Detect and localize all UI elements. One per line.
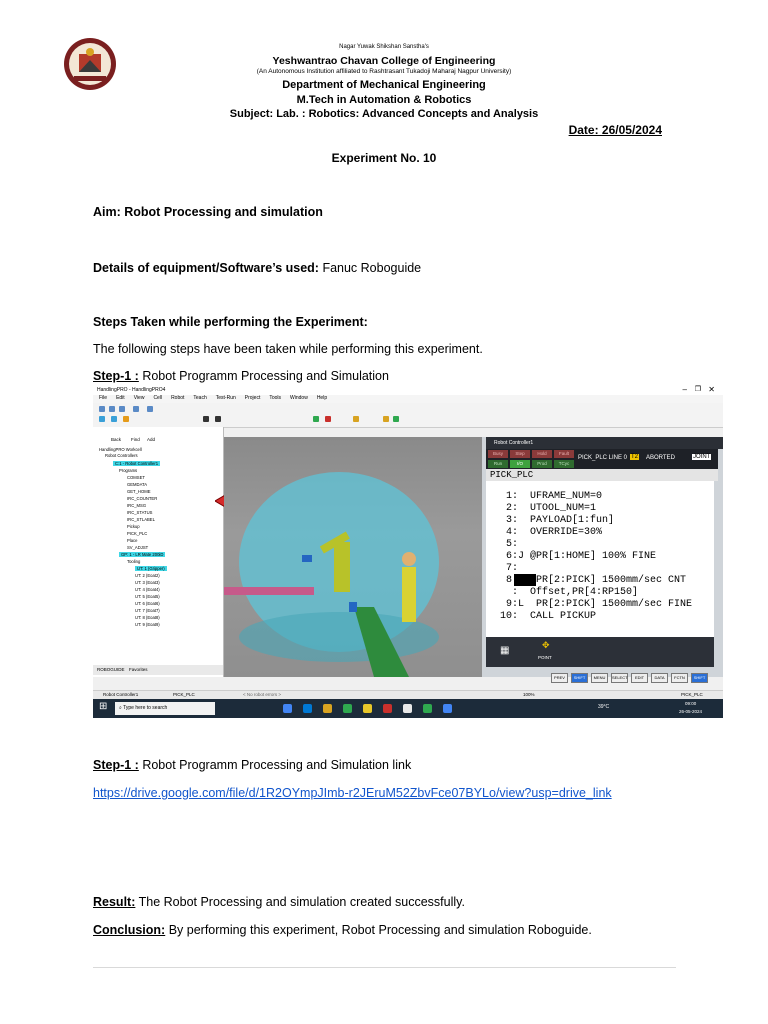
- tree-item[interactable]: COMSET: [127, 475, 145, 480]
- conclusion-line: [93, 923, 592, 937]
- status-run: Run: [488, 460, 508, 468]
- tp-program-name: PICK_PLC: [486, 469, 718, 481]
- menu-robot[interactable]: Robot: [171, 395, 185, 401]
- toolbar-icon[interactable]: [119, 406, 125, 412]
- status-program: PICK_PLC: [173, 692, 195, 697]
- status-prod: Prod: [532, 460, 552, 468]
- app-icon[interactable]: [403, 704, 412, 713]
- roboguide-screenshot: [93, 385, 723, 718]
- toolbar-icon[interactable]: [109, 406, 115, 412]
- minimize-icon[interactable]: –: [682, 385, 687, 394]
- clock-time: 09:00: [685, 701, 697, 706]
- society-name: Nagar Yuwak Shikshan Sanstha's: [339, 44, 429, 50]
- tp-program-screen: [486, 469, 714, 637]
- toolbar-icon[interactable]: [99, 406, 105, 412]
- tree-item[interactable]: Pickup: [127, 524, 140, 529]
- toolbar-icon[interactable]: [99, 416, 105, 422]
- menu-edit[interactable]: Edit: [116, 395, 125, 401]
- result-label: Result:: [93, 895, 136, 909]
- steps-intro: The following steps have been taken while performing this experiment.: [93, 342, 483, 356]
- find-button[interactable]: Find: [131, 437, 140, 442]
- restore-icon[interactable]: ❐: [694, 386, 701, 393]
- tp-title: Robot Controller1: [486, 437, 723, 449]
- app-icon[interactable]: [383, 704, 392, 713]
- teach-pendant: [482, 437, 723, 677]
- college-name: Yeshwantrao Chavan College of Engineering: [272, 55, 496, 67]
- menu-cell[interactable]: Cell: [153, 395, 163, 401]
- step1b-line: [93, 758, 411, 772]
- video-link[interactable]: https://drive.google.com/file/d/1R2OYmpJImb-r2JEruM52ZbvFce07BYLo/view?usp=drive_link: [93, 786, 612, 800]
- tree-item[interactable]: Robot Controllers: [105, 453, 138, 458]
- footer-divider: [93, 967, 676, 968]
- step1b-label: Step-1 :: [93, 758, 139, 772]
- tree-item[interactable]: IRC_MSG: [127, 503, 147, 508]
- window-titlebar: [93, 385, 723, 395]
- tree-item[interactable]: IRC_COUNTER: [127, 496, 158, 501]
- tp-line[interactable]: 10: CALL PICKUP: [494, 611, 597, 622]
- tree-item[interactable]: UT: 3 (Eoat3): [135, 580, 160, 585]
- tree-item[interactable]: UT: 4 (Eoat4): [135, 587, 160, 592]
- status-tcyc: TCyc: [554, 460, 574, 468]
- windows-start-icon[interactable]: ⊞: [99, 701, 108, 712]
- nav-bar: [99, 430, 189, 444]
- tree-item[interactable]: Programs: [119, 468, 138, 473]
- tp-line-header: PICK_PLC LINE 0: [578, 455, 628, 461]
- experiment-number: Experiment No. 10: [331, 151, 437, 165]
- video-link-line: [93, 786, 612, 800]
- chrome-icon[interactable]: [283, 704, 292, 713]
- tree-item-tool[interactable]: UT: 1 (Gripper): [137, 566, 165, 571]
- tree-item[interactable]: UT: 8 (Eoat8): [135, 615, 160, 620]
- equipment-label: Details of equipment/Software’s used:: [93, 261, 319, 275]
- simulation-viewport[interactable]: [224, 437, 484, 677]
- tree-item[interactable]: Place: [127, 538, 138, 543]
- folder-icon[interactable]: [323, 704, 332, 713]
- tp-line[interactable]: 9:L PR[2:PICK] 1500mm/sec FINE: [494, 599, 693, 610]
- status-step: Step: [510, 450, 530, 458]
- tp-state: ABORTED: [646, 455, 675, 461]
- chrome-icon[interactable]: [443, 704, 452, 713]
- tp-line[interactable]: 3: PAYLOAD[1:fun]: [494, 515, 615, 526]
- tp-line[interactable]: 4: OVERRIDE=30%: [494, 527, 603, 538]
- conclusion-label: Conclusion:: [93, 923, 166, 937]
- key-shift[interactable]: SHIFT: [571, 673, 588, 683]
- tp-line[interactable]: 2: UTOOL_NUM=1: [494, 503, 597, 514]
- status-controller: Robot Controller1: [103, 692, 139, 697]
- grid-icon[interactable]: ▦: [500, 645, 510, 656]
- toolbar-icon[interactable]: [325, 416, 331, 422]
- window-title: HandlingPRO - HandlingPRO4: [97, 387, 166, 393]
- key-prev[interactable]: PREV: [551, 673, 568, 683]
- tp-jog: JOINT: [693, 454, 711, 460]
- toolbar-icon[interactable]: [111, 416, 117, 422]
- tp-line[interactable]: : Offset,PR[4:RP150]: [494, 587, 639, 598]
- menu-project[interactable]: Project: [244, 395, 261, 401]
- menu-view[interactable]: View: [133, 395, 145, 401]
- tree-item[interactable]: GEMDATA: [127, 482, 148, 487]
- tab-favorites[interactable]: Favorites: [129, 667, 148, 672]
- tp-line[interactable]: 1: UFRAME_NUM=0: [494, 491, 603, 502]
- status-zoom: 100%: [523, 692, 535, 697]
- menu-file[interactable]: File: [99, 395, 108, 401]
- whatsapp-icon[interactable]: [423, 704, 432, 713]
- menubar: [93, 395, 723, 403]
- date: Date: 26/05/2024: [568, 123, 662, 137]
- toolbar-icon[interactable]: [133, 406, 139, 412]
- tree-item[interactable]: PICK_PLC: [127, 531, 148, 536]
- equipment-value: Fanuc Roboguide: [318, 261, 422, 275]
- tp-line[interactable]: 7:: [494, 563, 519, 574]
- tree-item[interactable]: UT: 9 (Eoat9): [135, 622, 160, 627]
- tree-item[interactable]: UT: 5 (Eoat5): [135, 594, 160, 599]
- status-right: PICK_PLC: [681, 692, 703, 697]
- tree-item[interactable]: UT: 7 (Eoat7): [135, 608, 160, 613]
- tree-item[interactable]: HandlingPRO Workcell: [99, 447, 142, 452]
- toolbar-icon[interactable]: [383, 416, 389, 422]
- key-fctn[interactable]: FCTN: [671, 673, 688, 683]
- step1-text: Robot Programm Processing and Simulation: [138, 369, 389, 383]
- tree-item[interactable]: UT: 6 (Eoat6): [135, 601, 160, 606]
- add-button[interactable]: Add: [147, 437, 156, 442]
- toolbar-icon[interactable]: [393, 416, 399, 422]
- key-menu[interactable]: MENU: [591, 673, 608, 683]
- tp-line[interactable]: 6:J @PR[1:HOME] 100% FINE: [494, 551, 657, 562]
- steps-heading: Steps Taken while performing the Experiment:: [93, 315, 368, 329]
- toolbar: [93, 403, 723, 428]
- menu-test-run[interactable]: Test-Run: [215, 395, 236, 401]
- roboguide-taskbar-icon[interactable]: [363, 704, 372, 713]
- app-icon[interactable]: [343, 704, 352, 713]
- robot-cell-scene: [224, 437, 484, 677]
- subject: Subject: Lab. : Robotics: Advanced Concepts and Analysis: [229, 108, 539, 120]
- edge-icon[interactable]: [303, 704, 312, 713]
- search-icon: ⌕: [119, 705, 122, 711]
- close-icon[interactable]: ✕: [708, 385, 715, 394]
- step1-line: [93, 369, 389, 383]
- conclusion-text: By performing this experiment, Robot Processing and simulation Roboguide.: [165, 923, 592, 937]
- tree-item-selected[interactable]: C:1 - Robot Controller1: [115, 461, 159, 466]
- key-data[interactable]: DATA: [651, 673, 668, 683]
- tree-item[interactable]: GET_HOME: [127, 489, 151, 494]
- weather-temp: 39°C: [598, 704, 610, 710]
- function-keys: [543, 673, 723, 683]
- toolbar-icon[interactable]: [353, 416, 359, 422]
- department: Department of Mechanical Engineering: [282, 79, 486, 91]
- tree-item[interactable]: Tooling: [127, 559, 141, 564]
- pane-tabs: [93, 665, 223, 675]
- tree-item[interactable]: SV_ADJST: [127, 545, 149, 550]
- toolbar-icon[interactable]: [313, 416, 319, 422]
- status-io: I/O: [510, 460, 530, 468]
- status-errors: < No robot errors >: [243, 692, 282, 697]
- tree-item[interactable]: IRC_STATUS: [127, 510, 153, 515]
- program: M.Tech in Automation & Robotics: [296, 94, 472, 106]
- result-text: The Robot Processing and simulation created successfully.: [135, 895, 465, 909]
- tree-item[interactable]: IRC_STLABEL: [127, 517, 155, 522]
- key-edit[interactable]: EDIT: [631, 673, 648, 683]
- tp-softkey-bar: [486, 637, 714, 667]
- play-icon[interactable]: [203, 416, 209, 422]
- step1b-text: Robot Programm Processing and Simulation link: [138, 758, 412, 772]
- back-button[interactable]: Back: [111, 437, 122, 442]
- status-busy: Busy: [488, 450, 508, 458]
- taskbar-search[interactable]: [115, 702, 215, 715]
- point-button[interactable]: POINT: [538, 655, 552, 660]
- affiliation: (An Autonomous Institution affiliated to Rashtrasant Tukadoji Maharaj Nagpur University): [256, 68, 512, 75]
- cell-browser: [93, 427, 224, 677]
- result-line: [93, 895, 465, 909]
- stop-icon[interactable]: [215, 416, 221, 422]
- step1-label: Step-1 :: [93, 369, 139, 383]
- key-shift-right[interactable]: SHIFT: [691, 673, 708, 683]
- point-icon[interactable]: ✥: [542, 640, 550, 650]
- toolbar-icon[interactable]: [147, 406, 153, 412]
- tree-item-robot[interactable]: GP: 1 - LR Mate 200iD: [121, 552, 164, 557]
- key-select[interactable]: SELECT: [611, 673, 628, 683]
- tp-line[interactable]: 5:: [494, 539, 519, 550]
- tp-status-bar: [486, 449, 718, 469]
- tab-roboguide[interactable]: ROBOGUIDE: [97, 667, 125, 672]
- toolbar-icon[interactable]: [123, 416, 129, 422]
- tree-item[interactable]: UT: 2 (Eoat2): [135, 573, 160, 578]
- search-placeholder: Type here to search: [123, 705, 168, 711]
- tp-mode: T2: [631, 454, 639, 460]
- menu-help[interactable]: Help: [316, 395, 328, 401]
- clock-date: 26-05-2024: [679, 709, 703, 714]
- menu-tools[interactable]: Tools: [269, 395, 282, 401]
- equipment-line: [93, 261, 421, 275]
- status-hold: Hold: [532, 450, 552, 458]
- menu-teach[interactable]: Teach: [193, 395, 207, 401]
- status-fault: Fault: [554, 450, 574, 458]
- menu-window[interactable]: Window: [290, 395, 308, 401]
- windows-taskbar: [93, 699, 723, 718]
- aim: Aim: Robot Processing and simulation: [93, 205, 323, 219]
- tp-line-current[interactable]: 8:L PR[2:PICK] 1500mm/sec CNT: [494, 575, 687, 586]
